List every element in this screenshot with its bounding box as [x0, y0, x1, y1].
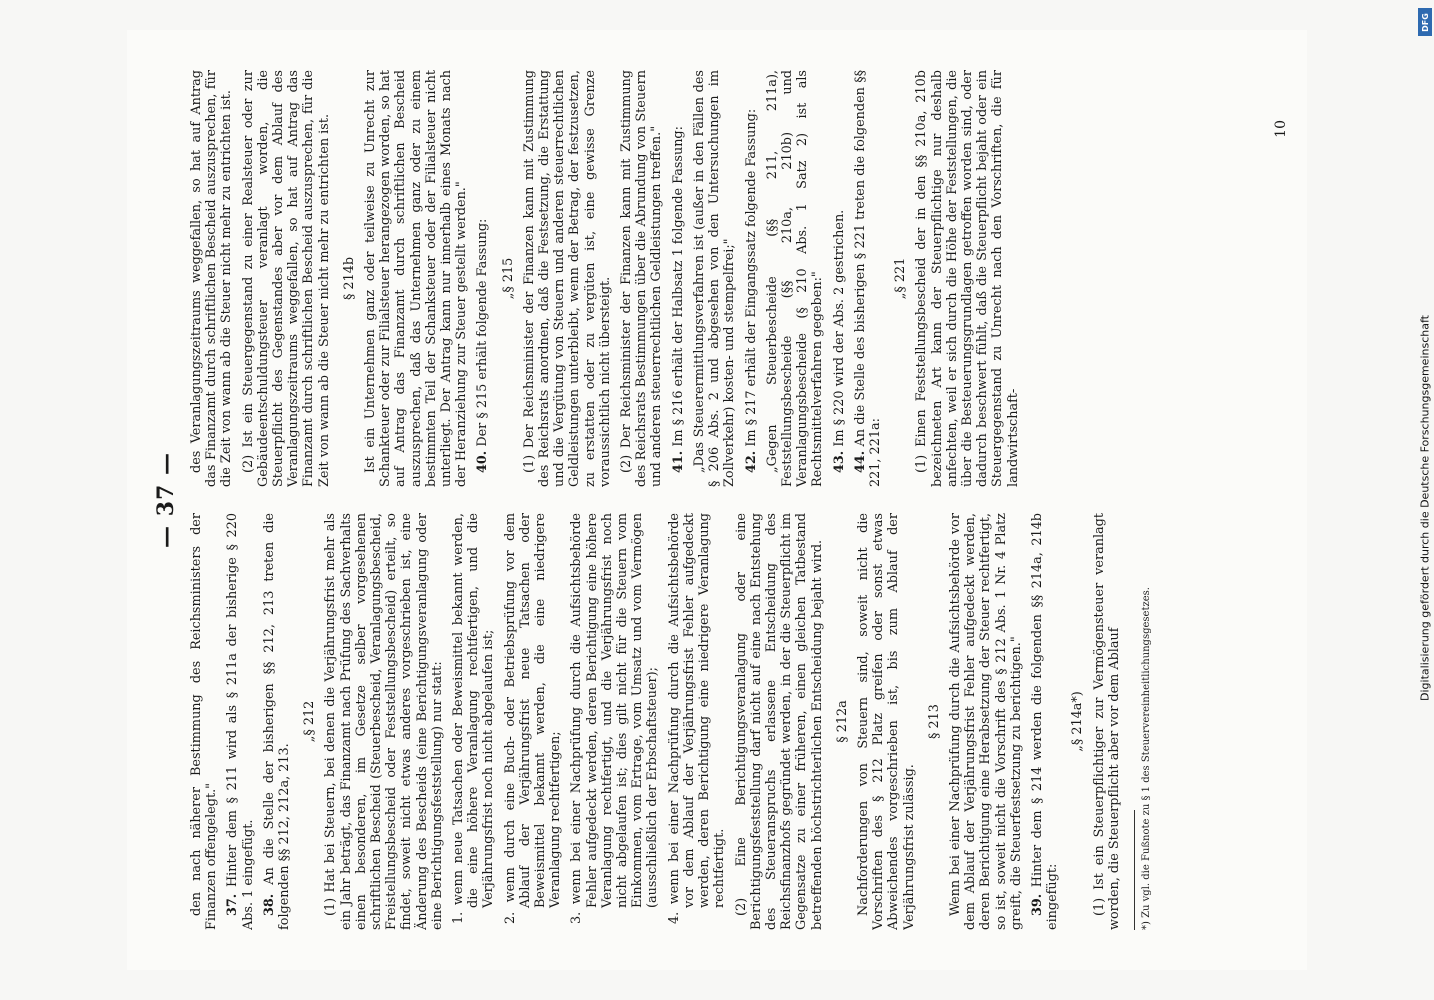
paragraph-text: An die Stelle der bisherigen §§ 212, 213 treten die folgenden §§ 212, 212a, 213. — [261, 513, 293, 930]
paragraph-text: Wenn bei einer Nachprüfung durch die Aufsichtsbehörde vor dem Ablauf der Verjährungsfrist Fehler aufgedeckt werden, deren Berichtigung eine Herabsetzung der Steuer rechtfertigt, so ist, soweit nicht die Vorschrift des § 212 Abs. 1 Nr. 4 Platz greift, die Steuerfestsetzung zu berichtigen." — [947, 513, 1024, 930]
paragraph-text: Im § 217 erhält der Eingangssatz folgende Fassung: — [743, 108, 759, 447]
paragraph-text: (1) Hat bei Steuern, bei denen die Verjährungsfrist mehr als ein Jahr beträgt, das Finanzamt nach Prüfung des Sachverhalts einen besonderen, im Gesetze selber vorgesehenen schriftlichen Bescheid (Steuerbescheid, Veranlagungsbescheid, Freistellungsbescheid oder Feststellungsbescheid) erteilt, so findet, soweit nicht etwas anderes vorgeschrieben ist, eine Änderung des Bescheids (eine Berichtigungsveranlagung oder eine Berichtigungsfeststellung) nur statt: — [323, 513, 445, 930]
item-number: 39. — [1029, 893, 1045, 916]
paragraph-text: (1) Der Reichsminister der Finanzen kann mit Zustimmung des Reichsrats anordnen, daß die Festsetzung, die Erstattung und die Vergütung von Steuern und anderen steuerrechtlichen Geldleistungen unterbleibt, wenn der Betrag, der festzusetzen, zu erstatten oder zu vergüten ist, eine gewisse Grenze voraussichtlich nicht übersteigt. — [521, 70, 613, 487]
page-columns — [189, 70, 1247, 930]
left-column — [189, 513, 1247, 930]
list-item: 3. wenn bei einer Nachprüfung durch die Aufsichtsbehörde Fehler aufgedeckt werden, deren Berichtigung eine höhere Veranlagung rechtfertigt, und die Verjährungsfrist noch nicht abgelaufen ist; dies gilt nicht für die Steuern vom Einkommen, vom Ertrage, vom Umsatz und vom Vermögen (ausschließlich der Erbschaftsteuer); — [569, 513, 661, 924]
paragraph — [734, 513, 825, 930]
paragraph-text: des Veranlagungszeitraums weggefallen, so hat auf Antrag das Finanzamt durch schriftlichen Bescheid auszusprechen, für die Zeit von wann ab die Steuer nicht mehr zu entrichten ist. — [189, 70, 235, 487]
item-number: 38. — [261, 893, 277, 916]
section-heading: § 212a — [834, 700, 850, 743]
right-column — [189, 70, 1247, 487]
paragraph — [692, 70, 738, 487]
section-heading: § 213 — [926, 704, 942, 739]
item-number: 44. — [852, 450, 868, 473]
paragraph — [522, 70, 613, 487]
page-footer-number: 10 — [1273, 120, 1289, 138]
paragraph — [189, 70, 235, 487]
item-number: 42. — [743, 450, 759, 473]
list-item: 2. wenn durch eine Buch- oder Betriebsprüfung vor dem Ablauf der Verjährungsfrist neue Tatsachen oder Beweismittel bekannt werden, die eine niedrigere Veranlagung rechtfertigen; — [502, 513, 564, 924]
paragraph — [832, 70, 847, 487]
paragraph-text: Im § 216 erhält der Halbsatz 1 folgende Fassung: — [670, 126, 686, 447]
item-number: 43. — [831, 450, 847, 473]
paragraph — [363, 70, 469, 487]
paragraph-text: (2) Der Reichsminister der Finanzen kann mit Zustimmung des Reichsrats Bestimmungen über die Abrundung von Steuern und anderen steuerrechtlichen Geldleistungen treffen." — [619, 70, 665, 487]
item-number: 37. — [225, 893, 241, 916]
paragraph-text: Hinter dem § 211 wird als § 211a der bisherige § 220 Abs. 1 eingefügt. — [225, 513, 256, 930]
section-heading: „§ 214a*) — [1070, 691, 1086, 752]
footnote: *) Zu vgl. die Fußnote zu § 1 des Steuervereinheitlichungsgesetzes. — [1140, 587, 1152, 930]
scanned-page — [127, 30, 1307, 970]
paragraph-text: Im § 220 wird der Abs. 2 gestrichen. — [831, 209, 847, 447]
paragraph — [189, 513, 219, 930]
paragraph — [619, 70, 665, 487]
section-heading: „§ 212 — [302, 700, 318, 743]
paragraph — [1030, 513, 1060, 930]
paragraph — [262, 513, 292, 930]
paragraph-text: den nach näherer Bestimmung des Reichsministers der Finanzen offengelegt." — [189, 513, 220, 930]
list-item: 4. wenn bei einer Nachprüfung durch die Aufsichtsbehörde vor dem Ablauf der Verjährungsfrist Fehler aufgedeckt werden, deren Berichtigung eine niedrigere Veranlagung rechtfertigt. — [666, 513, 728, 924]
section-heading: „§ 215 — [500, 257, 516, 300]
section-heading: § 214b — [341, 256, 357, 301]
footnote-rule — [1134, 810, 1135, 930]
paragraph-text: (1) Ist ein Steuerpflichtiger zur Vermögensteuer veranlagt worden, die Steuerpflicht aber vor dem Ablauf — [1091, 513, 1122, 930]
section-heading: „§ 221 — [893, 257, 909, 300]
paragraph-text: Hinter dem § 214 werden die folgenden §§ 214a, 214b eingefügt: — [1029, 513, 1061, 930]
paragraph — [671, 70, 686, 487]
paragraph-text: (2) Ist ein Steuergegenstand zu einer Realsteuer oder zur Gebäudeentschuldungsteuer veranlagt worden, die Steuerpflicht des Gegenstandes aber vor dem Ablauf des Veranlagungszeitraums weggefallen, so hat auf Antrag das Finanzamt durch schriftlichen Bescheid auszusprechen, für die Zeit von wann ab die Steuer nicht mehr zu entrichten ist. — [240, 70, 332, 487]
paragraph — [323, 513, 445, 930]
paragraph-text: „Gegen Steuerbescheide (§§ 211, 211a), Feststellungsbescheide (§§ 210a, 210b) und Veranlagungsbescheide (§ 210 Abs. 1 Satz 2) ist als Rechtsmittelverfahren gegeben:" — [764, 70, 826, 487]
dfg-logo-text: DFG — [1420, 12, 1430, 32]
paragraph-text: (2) Eine Berichtigungsveranlagung oder eine Berichtigungsfeststellung darf nicht auf eine nach Entstehung des Steueranspruchs erlassene Entscheidung des Reichsfinanzhofs gegründet werden, in der die Steuerpflicht im Gegensatze zu einer früheren, einen gleichen Tatbestand betreffenden höchstrichterlichen Entscheidung bejaht wird. — [733, 513, 825, 930]
item-number: 41. — [670, 450, 686, 473]
dfg-logo-icon — [1418, 8, 1432, 36]
paragraph — [856, 513, 917, 930]
paragraph — [765, 70, 826, 487]
paragraph — [241, 70, 332, 487]
paragraph-text: „Das Steuerermittlungsverfahren ist (außer in den Fällen des § 206 Abs. 2 und abgesehen von den Untersuchungen im Zollverkehr) kosten- und stempelfrei;" — [691, 70, 738, 487]
funding-sidebar — [1416, 8, 1434, 998]
item-number: 40. — [475, 450, 491, 473]
paragraph — [744, 70, 759, 487]
page-number-header: — 37 — — [153, 452, 179, 548]
paragraph-text: (1) Einen Feststellungsbescheid der in den §§ 210a, 210b bezeichneten Art kann der Steuerpflichtige nur deshalb anfechten, weil er sich durch die Höhe der Feststellungen, die über die Besteuerungsgrundlagen getroffen worden sind, oder dadurch beschwert fühlt, daß die Steuerpflicht bejaht oder ein Steuergegenstand zu Unrecht nach den Vorschriften, die für landwirtschaft- — [914, 70, 1021, 487]
paragraph-text: Der § 215 erhält folgende Fassung: — [475, 218, 491, 447]
paragraph-text: Ist ein Unternehmen ganz oder teilweise zu Unrecht zur Schankteuer oder zur Filialsteuer herangezogen worden, so hat auf Antrag das Finanzamt durch schriftlichen Bescheid auszusprechen, daß das Unternehmen ganz oder zu einem bestimmten Teil der Schanksteuer oder der Filialsteuer nicht unterliegt. Der Antrag kann nur innerhalb eines Monats nach der Heranziehung zur Steuer gestellt werden." — [363, 70, 470, 487]
paragraph — [914, 70, 1020, 487]
paragraph — [225, 513, 255, 930]
funding-notice: Digitalisierung gefördert durch die Deutsche Forschungsgemeinschaft — [1418, 315, 1432, 701]
paragraph — [475, 70, 490, 487]
paragraph — [853, 70, 883, 487]
list-item: 1. wenn neue Tatsachen oder Beweismittel bekannt werden, die eine höhere Veranlagung rechtfertigen, und die Verjährungsfrist noch nicht abgelaufen ist; — [451, 513, 497, 924]
paragraph — [948, 513, 1024, 930]
paragraph-text: Nachforderungen von Steuern sind, soweit nicht die Vorschriften des § 212 Platz greifen oder sonst etwas Abweichendes vorgeschrieben ist, bis zum Ablauf der Verjährungsfrist zulässig. — [855, 513, 917, 930]
paragraph — [1092, 513, 1122, 930]
paragraph-text: An die Stelle des bisherigen § 221 treten die folgenden §§ 221, 221a: — [852, 70, 883, 487]
